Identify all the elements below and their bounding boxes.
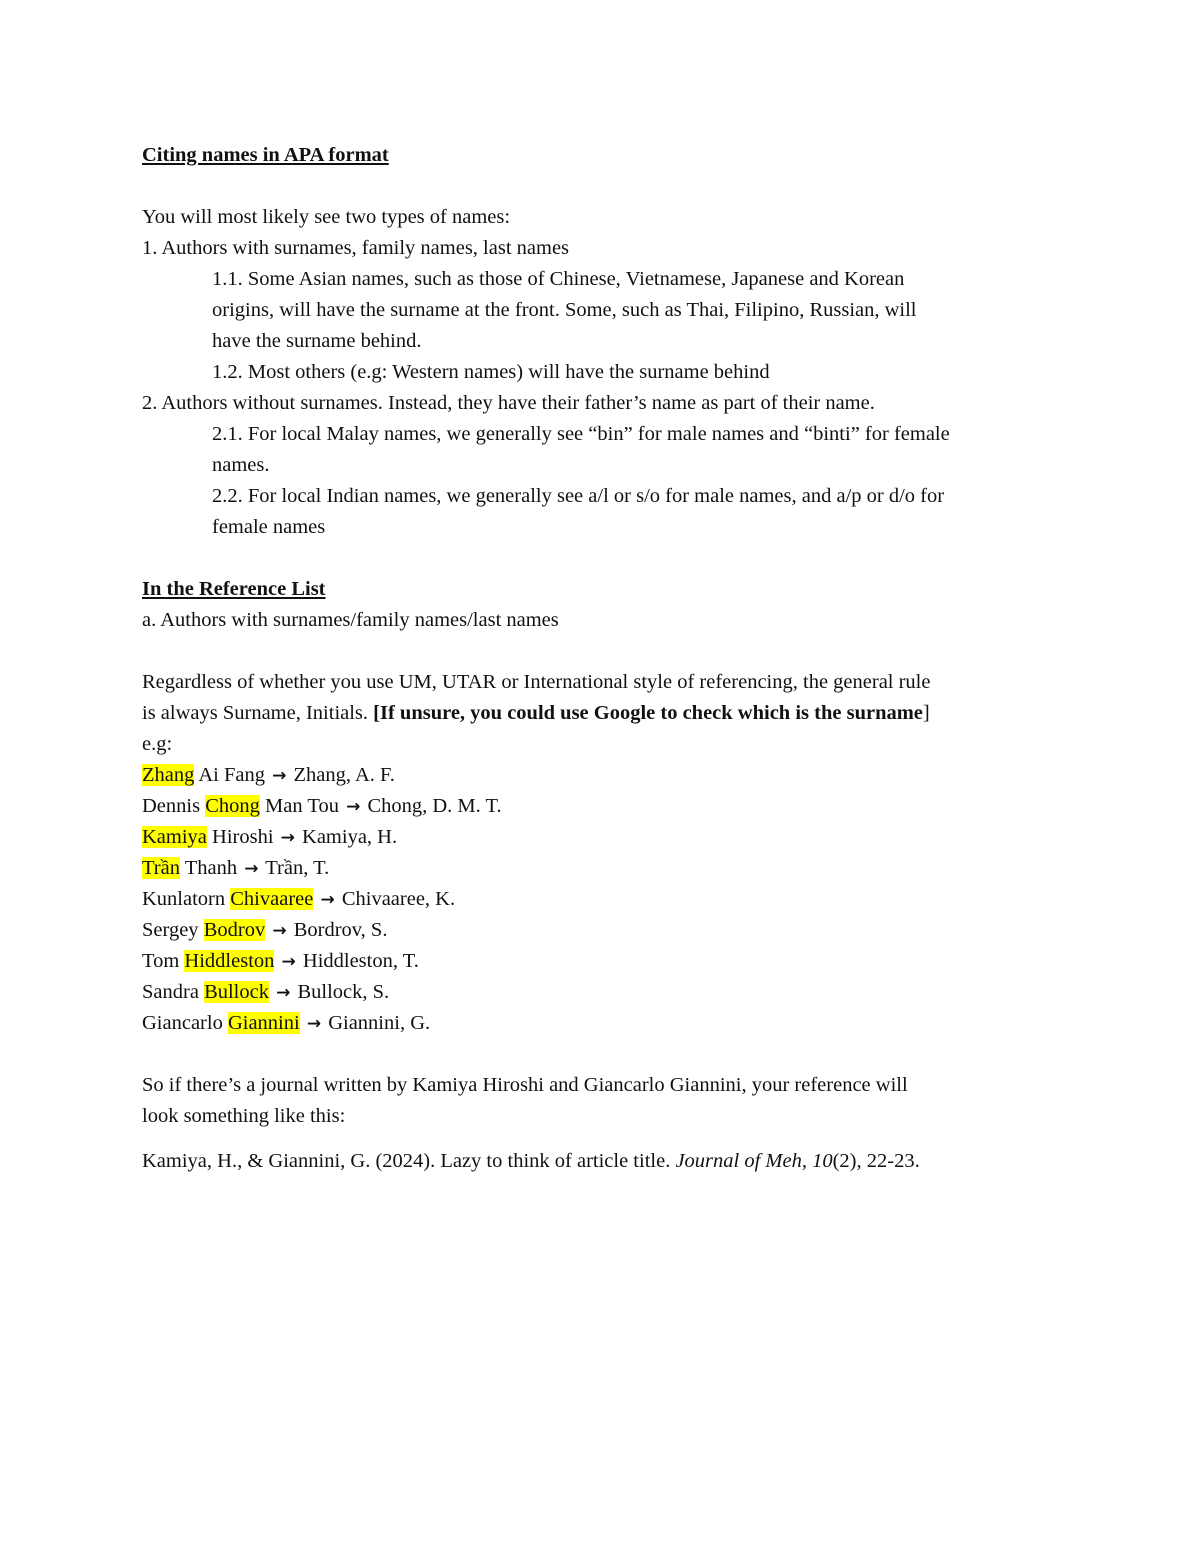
reference-volume: 10 xyxy=(812,1150,833,1172)
example-surname-highlight: Bullock xyxy=(204,981,269,1003)
list-item-1-1-line-3: have the surname behind. xyxy=(212,330,422,352)
arrow-right-icon: → xyxy=(320,890,335,910)
list-item-2: 2. Authors without surnames. Instead, they have their father’s name as part of their name. xyxy=(142,392,875,414)
spacer xyxy=(142,543,1072,574)
example-row xyxy=(142,760,1072,791)
arrow-right-icon: → xyxy=(306,1014,322,1034)
example-intro-line-1: So if there’s a journal written by Kamiya Hiroshi and Giancarlo Giannini, your reference will xyxy=(142,1074,908,1096)
arrow-right-icon: → xyxy=(276,983,291,1003)
spacer xyxy=(142,171,1072,202)
intro-text: You will most likely see two types of names: xyxy=(142,206,511,228)
example-surname-highlight: Bodrov xyxy=(203,919,266,941)
reference-comma: , xyxy=(801,1150,813,1172)
eg-label: e.g: xyxy=(142,733,173,755)
example-rest-of-name: Thanh xyxy=(179,857,243,879)
example-intro-line-2: look something like this: xyxy=(142,1105,346,1127)
example-rest-of-name xyxy=(274,950,279,972)
arrow-right-icon: → xyxy=(280,828,295,848)
rule-line-1: Regardless of whether you use UM, UTAR or International style of referencing, the general rule xyxy=(142,671,931,693)
example-given-name: Sergey xyxy=(142,919,204,941)
example-apa-result: Bullock, S. xyxy=(292,981,390,1003)
example-apa-result: Kamiya, H. xyxy=(296,826,398,848)
example-apa-result: Bordrov, S. xyxy=(288,919,388,941)
example-row xyxy=(142,946,1072,977)
example-surname-highlight: Hiddleston xyxy=(184,950,275,972)
arrow-right-icon: → xyxy=(272,921,287,941)
example-surname-highlight: Giannini xyxy=(227,1012,300,1034)
arrow-right-icon: → xyxy=(272,766,287,786)
list-item-2-2-line-2: female names xyxy=(212,516,326,538)
example-apa-result: Hiddleston, T. xyxy=(297,950,419,972)
example-apa-result: Chong, D. M. T. xyxy=(362,795,502,817)
example-row xyxy=(142,822,1072,853)
examples-list xyxy=(142,760,1072,1039)
spacer xyxy=(142,1039,1072,1070)
example-apa-result: Trần, T. xyxy=(260,857,330,879)
reference-entry xyxy=(142,1146,1072,1177)
list-item-1: 1. Authors with surnames, family names, last names xyxy=(142,237,570,259)
section-heading-reference-list: In the Reference List xyxy=(142,578,326,600)
reference-journal: Journal of Meh xyxy=(675,1150,802,1172)
example-row xyxy=(142,915,1072,946)
example-apa-result: Chivaaree, K. xyxy=(336,888,456,910)
subsection-a: a. Authors with surnames/family names/last names xyxy=(142,609,559,631)
list-item-1-1-line-2: origins, will have the surname at the front. Some, such as Thai, Filipino, Russian, will xyxy=(212,299,917,321)
page-title: Citing names in APA format xyxy=(142,144,389,166)
example-given-name: Sandra xyxy=(142,981,205,1003)
spacer xyxy=(142,636,1072,667)
reference-issue-pages: (2), 22-23. xyxy=(832,1150,920,1172)
list-item-2-2-line-1: 2.2. For local Indian names, we generally see a/l or s/o for male names, and a/p or d/o for xyxy=(212,485,945,507)
example-apa-result: Giannini, G. xyxy=(323,1012,431,1034)
arrow-right-icon: → xyxy=(346,797,361,817)
rule-tip-bold: [If unsure, you could use Google to check which is the surname xyxy=(373,702,923,724)
list-item-1-1-line-1: 1.1. Some Asian names, such as those of Chinese, Vietnamese, Japanese and Korean xyxy=(212,268,905,290)
list-item-1-2: 1.2. Most others (e.g: Western names) will have the surname behind xyxy=(212,361,770,383)
rule-text: is always Surname, Initials. xyxy=(142,702,374,724)
arrow-right-icon: → xyxy=(244,859,259,879)
example-apa-result: Zhang, A. F. xyxy=(288,764,395,786)
example-row xyxy=(142,791,1072,822)
example-given-name: Tom xyxy=(142,950,185,972)
example-row xyxy=(142,977,1072,1008)
document-page xyxy=(142,140,1072,1177)
example-surname-highlight: Chong xyxy=(205,795,260,817)
example-given-name: Giancarlo xyxy=(142,1012,228,1034)
example-surname-highlight: Zhang xyxy=(142,764,195,786)
list-item-2-1-line-2: names. xyxy=(212,454,270,476)
example-rest-of-name: Man Tou xyxy=(259,795,345,817)
rule-tip-close: ] xyxy=(922,702,930,724)
example-rest-of-name: Hiroshi xyxy=(206,826,279,848)
example-surname-highlight: Kamiya xyxy=(142,826,207,848)
rule-line-2 xyxy=(142,698,1072,729)
example-surname-highlight: Trần xyxy=(142,857,180,879)
example-rest-of-name: Ai Fang xyxy=(194,764,271,786)
example-given-name: Dennis xyxy=(142,795,206,817)
example-row xyxy=(142,853,1072,884)
spacer xyxy=(142,1132,1072,1146)
example-given-name: Kunlatorn xyxy=(142,888,231,910)
example-row xyxy=(142,1008,1072,1039)
example-surname-highlight: Chivaaree xyxy=(230,888,314,910)
arrow-right-icon: → xyxy=(281,952,296,972)
reference-authors-title: Kamiya, H., & Giannini, G. (2024). Lazy to think of article title. xyxy=(142,1150,676,1172)
example-row xyxy=(142,884,1072,915)
list-item-2-1-line-1: 2.1. For local Malay names, we generally see “bin” for male names and “binti” for female xyxy=(212,423,950,445)
